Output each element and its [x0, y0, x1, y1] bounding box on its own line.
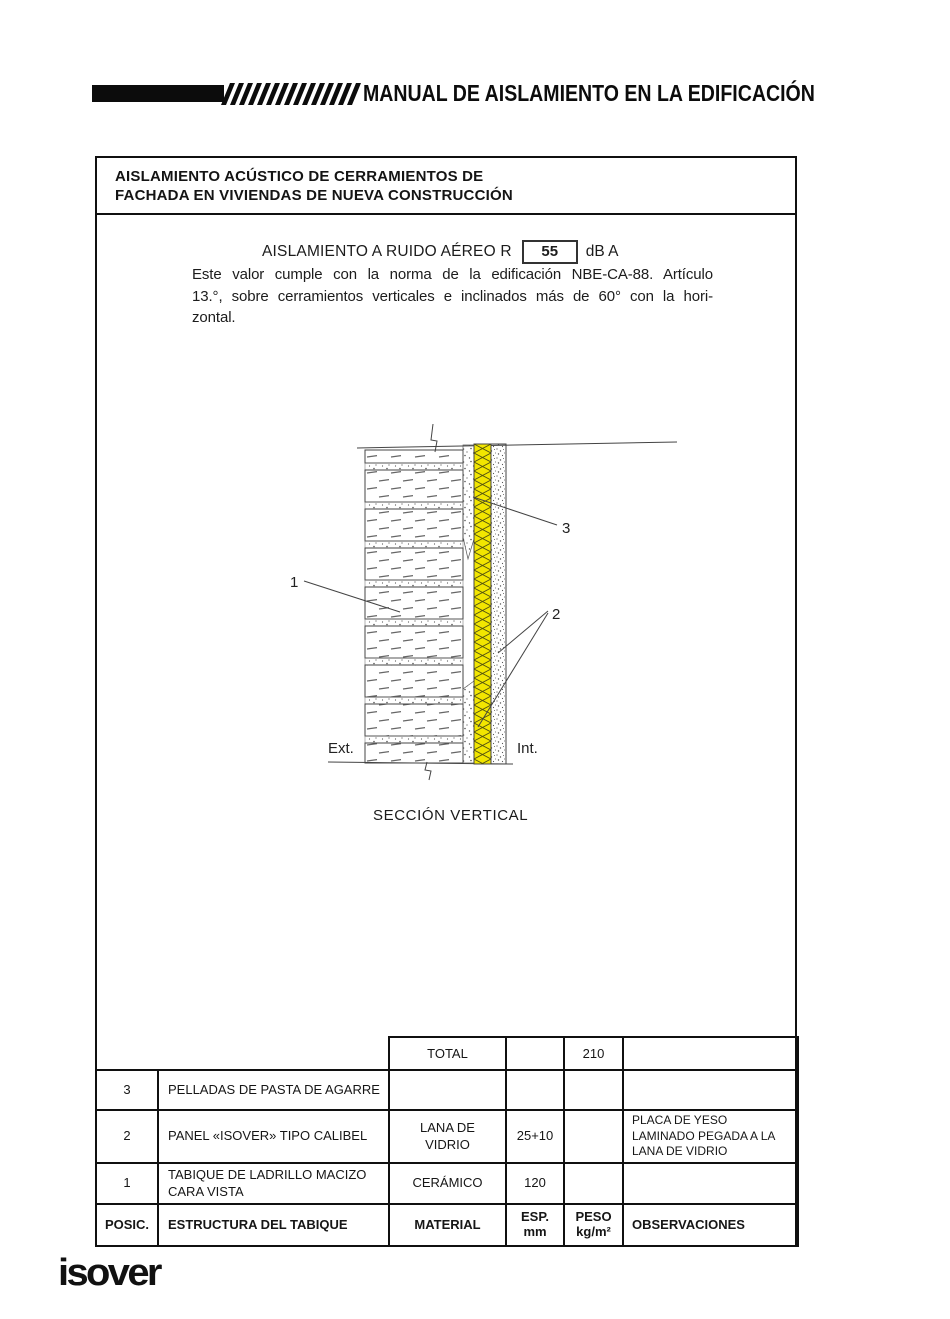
plasterboard-layer	[491, 444, 506, 764]
norm-note-line2: 13.°, sobre cerramientos verticales e inclinados más de 60° con la hori-	[192, 287, 713, 305]
header-peso-line1: PESO	[575, 1209, 612, 1225]
cell-total-esp	[506, 1037, 564, 1070]
cell-posic: 1	[96, 1163, 158, 1204]
drawing-caption: SECCIÓN VERTICAL	[373, 807, 529, 824]
cell-esp: 120	[506, 1163, 564, 1204]
wall-section-drawing	[280, 421, 690, 803]
glass-wool-layer	[474, 444, 491, 764]
cell-total-peso: 210	[564, 1037, 623, 1070]
top-break-line	[357, 442, 677, 448]
callout-paste: 3	[562, 520, 571, 537]
label-interior: Int.	[517, 740, 538, 757]
cell-material: CERÁMICO	[389, 1163, 506, 1204]
label-exterior: Ext.	[328, 740, 354, 757]
cell-total-obs	[623, 1037, 798, 1070]
header-esp	[506, 1204, 564, 1246]
table-row	[96, 1110, 798, 1163]
cell-obs	[623, 1163, 798, 1204]
header-peso-line2: kg/m²	[576, 1224, 611, 1239]
header-obs: OBSERVACIONES	[623, 1204, 798, 1246]
datasheet-title	[97, 158, 795, 215]
cell-material: LANA DE VIDRIO	[389, 1110, 506, 1163]
datasheet-title-line1: AISLAMIENTO ACÚSTICO DE CERRAMIENTOS DE	[115, 168, 484, 185]
header-material: MATERIAL	[389, 1204, 506, 1246]
norm-note-line1: Este valor cumple con la norma de la edificación NBE-CA-88. Artículo	[192, 266, 713, 283]
table-row	[96, 1070, 798, 1110]
cell-total-label: TOTAL	[389, 1037, 506, 1070]
cell-esp: 25+10	[506, 1110, 564, 1163]
cell-posic: 3	[96, 1070, 158, 1110]
cell-peso	[564, 1110, 623, 1163]
callout-brick: 1	[290, 574, 299, 591]
table-row	[96, 1163, 798, 1204]
callout-panel: 2	[552, 606, 561, 623]
page-header	[90, 78, 860, 112]
cell-posic: 2	[96, 1110, 158, 1163]
brick-wall-layer	[365, 450, 463, 763]
cell-peso	[564, 1070, 623, 1110]
cell-material	[389, 1070, 506, 1110]
top-break-mark	[431, 424, 437, 452]
cell-total-spacer	[96, 1037, 389, 1070]
cell-obs	[623, 1070, 798, 1110]
header-stripes	[90, 78, 370, 112]
rating-value-box: 55	[522, 240, 578, 264]
cell-estructura: TABIQUE DE LADRILLO MACIZO CARA VISTA	[158, 1163, 389, 1204]
header-peso	[564, 1204, 623, 1246]
datasheet-title-line2: FACHADA EN VIVIENDAS DE NUEVA CONSTRUCCIÓN	[115, 187, 513, 204]
datasheet-panel	[95, 156, 797, 1247]
table-row-total	[96, 1037, 798, 1070]
rating-unit: dB A	[585, 243, 619, 260]
spec-table	[95, 1036, 799, 1247]
bottom-break-mark	[425, 762, 431, 780]
isover-logo: isover	[58, 1252, 160, 1294]
norm-note-line3: zontal.	[192, 309, 236, 327]
header-estructura: ESTRUCTURA DEL TABIQUE	[158, 1204, 389, 1246]
acoustic-rating	[262, 240, 619, 264]
norm-note	[192, 264, 713, 329]
cell-esp	[506, 1070, 564, 1110]
cell-estructura: PELLADAS DE PASTA DE AGARRE	[158, 1070, 389, 1110]
table-header-row	[96, 1204, 798, 1246]
paste-dabs-layer	[463, 445, 474, 763]
cell-obs: PLACA DE YESO LAMINADO PEGADA A LA LANA DE VIDRIO	[623, 1110, 798, 1163]
manual-title: MANUAL DE AISLAMIENTO EN LA EDIFICACIÓN	[363, 80, 815, 106]
header-esp-line1: ESP.	[521, 1209, 549, 1225]
cell-estructura: PANEL «ISOVER» TIPO CALIBEL	[158, 1110, 389, 1163]
rating-label: AISLAMIENTO A RUIDO AÉREO R	[262, 243, 512, 260]
cell-peso	[564, 1163, 623, 1204]
header-esp-line2: mm	[523, 1224, 547, 1239]
header-posic: POSIC.	[96, 1204, 158, 1246]
